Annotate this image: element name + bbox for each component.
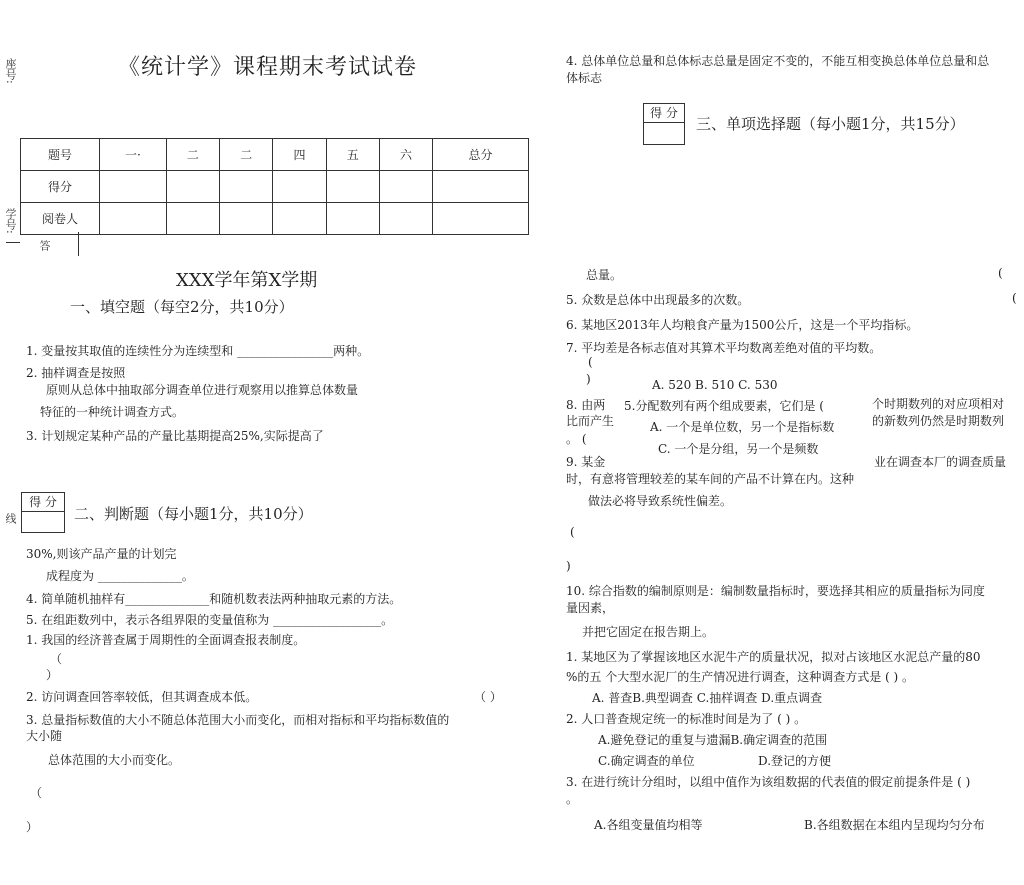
question-text: 2. 访问调查回答率较低，但其调查成本低。 (26, 690, 258, 704)
score-table (20, 138, 529, 235)
reviewer-cell[interactable] (433, 203, 529, 235)
question-text: 3. 总量指标数值的大小不随总体范围大小而变化，而相对指标和平均指标数值的 (26, 713, 450, 727)
option-text: C.确定调查的单位 (598, 754, 695, 768)
question-text: 3. 在进行统计分组时，以组中值作为该组数据的代表值的假定前提条件是 ( ) (566, 775, 971, 789)
seat-label: 座号: (4, 58, 17, 84)
question-text: 特征的一种统计调查方式。 (40, 405, 185, 419)
reviewer-cell[interactable] (166, 203, 219, 235)
question-text: 5. 众数是总体中出现最多的次数。 (566, 293, 750, 307)
reviewer-cell[interactable] (379, 203, 432, 235)
answer-paren: ) (566, 559, 571, 573)
option-text: B.各组数据在本组内呈现均匀分布 (804, 818, 985, 832)
exam-title: 《统计学》课程期末考试试卷 (118, 55, 418, 80)
score-cell[interactable] (100, 171, 167, 203)
reviewer-cell[interactable] (220, 203, 273, 235)
question-text: %的五 个大型水泥厂的生产情况进行调查，这种调查方式是 ( ) 。 (566, 670, 915, 684)
score-cell[interactable] (273, 171, 326, 203)
student-no-label: 学号: (4, 208, 17, 234)
question-text: 9. 某金 (566, 455, 606, 469)
question-text: 。 (566, 792, 579, 806)
section-judgement-title: 二、判断题（每小题1分，共10分） (74, 505, 313, 523)
table-row-label: 阅卷人 (21, 203, 100, 235)
question-text: 8. 由两 (566, 398, 606, 412)
question-text: 1. 某地区为了掌握该地区水泥牛产的质量状况，拟对占该地区水泥总产量的80 (566, 650, 981, 664)
question-text: 30%,则该产品产量的计划完 (26, 547, 177, 561)
reviewer-cell[interactable] (100, 203, 167, 235)
score-cell[interactable] (166, 171, 219, 203)
answer-label: 答 (38, 240, 51, 251)
option-text: A. 一个是单位数，另一个是指标数 (650, 420, 835, 434)
question-text: 体标志 (566, 71, 603, 85)
answer-paren: ) (586, 372, 591, 386)
answer-paren: （ ） (474, 690, 502, 704)
table-row-label: 得分 (21, 171, 100, 203)
table-header-cell: 六 (379, 139, 432, 171)
question-text: 2. 人口普查规定统一的标准时间是为了 ( ) 。 (566, 712, 807, 726)
answer-paren: 。 ( (566, 432, 587, 446)
question-text: 4. 总体单位总量和总体标志总量是固定不变的，不能互相变换总体单位总量和总 (566, 54, 990, 68)
question-text: 3. 计划规定某种产品的产量比基期提高25%,实际提高了 (26, 429, 324, 443)
question-text: 总量。 (586, 268, 623, 282)
answer-paren: ( (588, 355, 593, 369)
table-header-cell: 题号 (21, 139, 100, 171)
term-heading: XXX学年第X学期 (176, 270, 318, 291)
table-header-cell: 一· (100, 139, 167, 171)
answer-paren: （ (50, 652, 63, 666)
score-cell[interactable] (220, 171, 273, 203)
question-text: 2. 抽样调查是按照 (26, 366, 126, 380)
question-text: 5. 在组距数列中，表示各组界限的变量值称为 __________________。 (26, 613, 394, 627)
option-text: D.登记的方便 (758, 754, 832, 768)
margin-rule (6, 242, 20, 243)
question-text: 原则从总体中抽取部分调查单位进行观察用以推算总体数量 (46, 383, 359, 397)
table-row (21, 203, 529, 235)
answer-paren: ( (570, 525, 575, 539)
question-text: 个时期数列的对应项相对 (872, 397, 1005, 411)
table-header-cell: 四 (273, 139, 326, 171)
score-cell[interactable] (433, 171, 529, 203)
table-header-cell: 二 (220, 139, 273, 171)
question-text: 大小随 (26, 729, 63, 743)
option-text: A.避免登记的重复与遗漏B.确定调查的范围 (598, 733, 828, 747)
score-box[interactable] (21, 492, 65, 533)
answer-paren: （ (30, 786, 43, 800)
question-text: 5.分配数列有两个组成要素，它们是 ( (624, 399, 824, 413)
score-cell[interactable] (326, 171, 379, 203)
score-cell[interactable] (379, 171, 432, 203)
reviewer-cell[interactable] (273, 203, 326, 235)
score-box[interactable] (643, 103, 685, 145)
answer-paren: ( (998, 266, 1003, 280)
option-text: A. 普查B.典型调查 C.抽样调查 D.重点调查 (592, 691, 823, 705)
section-choice-title: 三、单项选择题（每小题1分，共15分） (696, 115, 965, 133)
line-label: 线 (4, 513, 17, 524)
question-text: 4. 简单随机抽样有______________和随机数表法两种抽取元素的方法。 (26, 592, 402, 606)
table-row (21, 171, 529, 203)
question-text: 1. 变量按其取值的连续性分为连续型和 ________________两种。 (26, 344, 370, 358)
answer-paren: ） (46, 668, 59, 682)
option-text: A.各组变量值均相等 (594, 818, 703, 832)
question-text: 7. 平均差是各标志值对其算术平均数离差绝对值的平均数。 (566, 341, 882, 355)
answer-paren: ） (26, 820, 39, 834)
question-text: 6. 某地区2013年人均粮食产量为1500公斤，这是一个平均指标。 (566, 318, 919, 332)
table-header-cell: 五 (326, 139, 379, 171)
question-text: 的新数列仍然是时期数列 (872, 414, 1005, 428)
question-text: 业在调查本厂的调查质量 (874, 455, 1007, 469)
option-text: A. 520 B. 510 C. 530 (652, 378, 778, 392)
table-header-cell: 总分 (433, 139, 529, 171)
question-text: 成程度为 ______________。 (46, 569, 194, 583)
margin-divider (78, 232, 79, 256)
score-box-label: 得 分 (644, 104, 684, 123)
answer-paren: ( (1012, 291, 1017, 305)
question-text: 时，有意将管理较差的某车间的产品不计算在内。这种 (566, 472, 855, 486)
question-text: 并把它固定在报告期上。 (582, 625, 715, 639)
table-row (21, 139, 529, 171)
question-text: 量因素， (566, 601, 615, 615)
question-text: 总体范围的大小而变化。 (48, 753, 181, 767)
reviewer-cell[interactable] (326, 203, 379, 235)
question-text: 比而产生 (566, 414, 615, 428)
option-text: C. 一个是分组，另一个是频数 (658, 442, 819, 456)
question-text: 1. 我国的经济普查属于周期性的全面调查报表制度。 (26, 633, 306, 647)
table-header-cell: 二 (166, 139, 219, 171)
score-box-label: 得 分 (22, 493, 64, 512)
question-text: 做法必将导致系统性偏差。 (588, 494, 733, 508)
section-fill-blank-title: 一、填空题（每空2分，共10分） (70, 298, 294, 316)
question-text: 10. 综合指数的编制原则是：编制数量指标时，要选择其相应的质量指标为同度 (566, 584, 985, 598)
